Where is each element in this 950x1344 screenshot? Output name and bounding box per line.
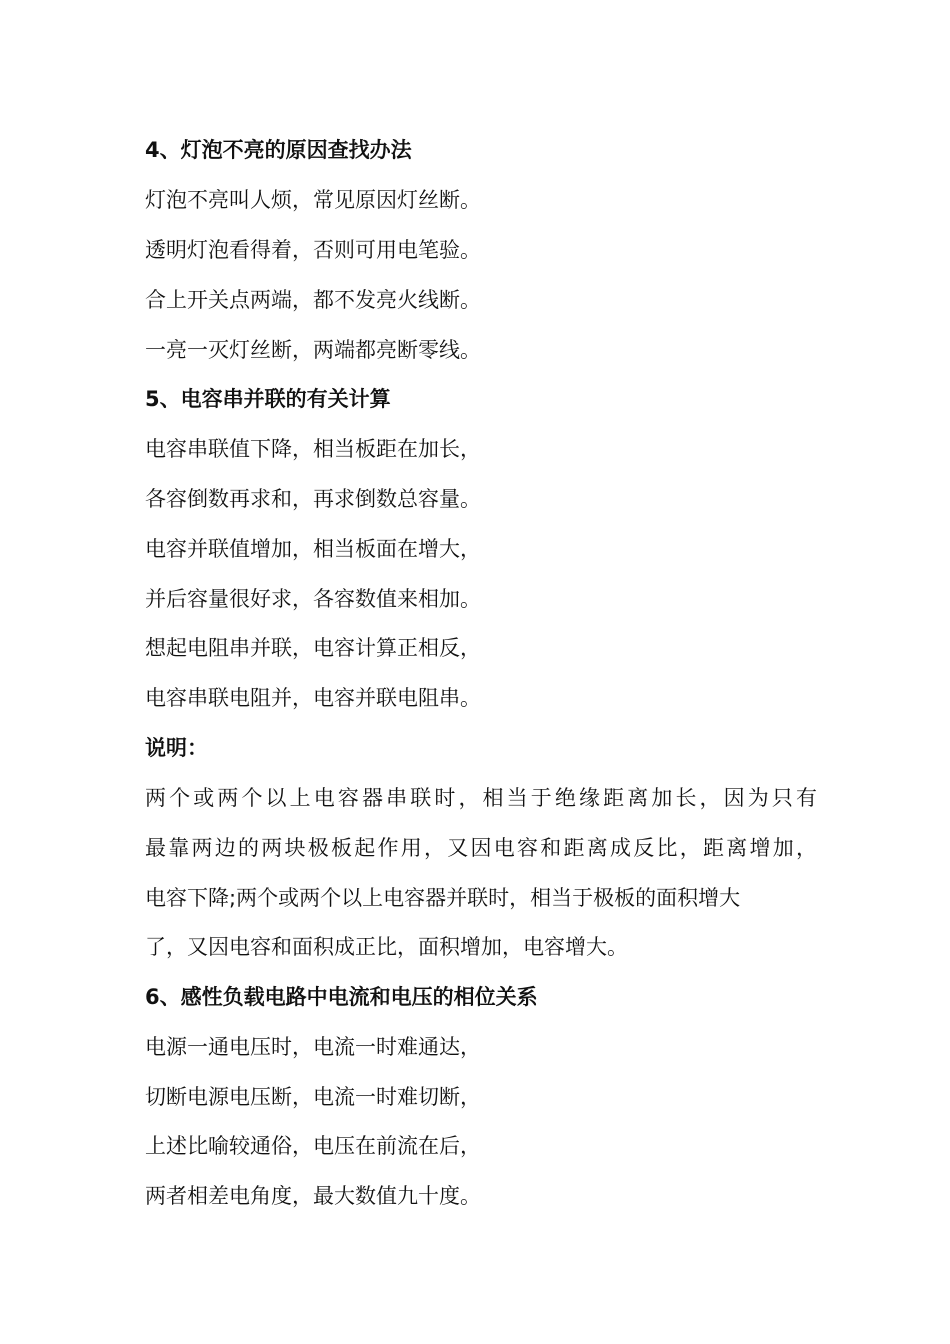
verse-line: 一亮一灭灯丝断，两端都亮断零线。 (145, 338, 481, 362)
verse-line: 并后容量很好求，各容数值来相加。 (145, 587, 481, 611)
verse-line: 上述比喻较通俗，电压在前流在后， (145, 1134, 481, 1158)
verse-line: 灯泡不亮叫人烦，常见原因灯丝断。 (145, 188, 481, 212)
note-paragraph-line: 电容下降;两个或两个以上电容器并联时，相当于极板的面积增大 (145, 886, 741, 910)
verse-line: 两者相差电角度，最大数值九十度。 (145, 1184, 481, 1208)
note-paragraph-line: 了，又因电容和面积成正比，面积增加，电容增大。 (145, 935, 628, 959)
verse-line: 电源一通电压时，电流一时难通达， (145, 1035, 481, 1059)
verse-line: 切断电源电压断，电流一时难切断， (145, 1085, 481, 1109)
section-heading: 6、感性负载电路中电流和电压的相位关系 (145, 985, 538, 1009)
note-paragraph-line: 两个或两个以上电容器串联时，相当于绝缘距离加长，因为只有 (145, 786, 817, 810)
verse-line: 合上开关点两端，都不发亮火线断。 (145, 288, 481, 312)
verse-line: 电容并联值增加，相当板面在增大， (145, 537, 481, 561)
note-paragraph-line: 最靠两边的两块极板起作用，又因电容和距离成反比，距离增加， (145, 836, 817, 860)
verse-line: 透明灯泡看得着，否则可用电笔验。 (145, 238, 481, 262)
note-label: 说明： (145, 736, 208, 760)
section-heading: 4、灯泡不亮的原因查找办法 (145, 138, 412, 162)
verse-line: 电容串联电阻并，电容并联电阻串。 (145, 686, 481, 710)
verse-line: 想起电阻串并联，电容计算正相反， (145, 636, 481, 660)
verse-line: 各容倒数再求和，再求倒数总容量。 (145, 487, 481, 511)
verse-line: 电容串联值下降，相当板距在加长， (145, 437, 481, 461)
section-heading: 5、电容串并联的有关计算 (145, 387, 391, 411)
